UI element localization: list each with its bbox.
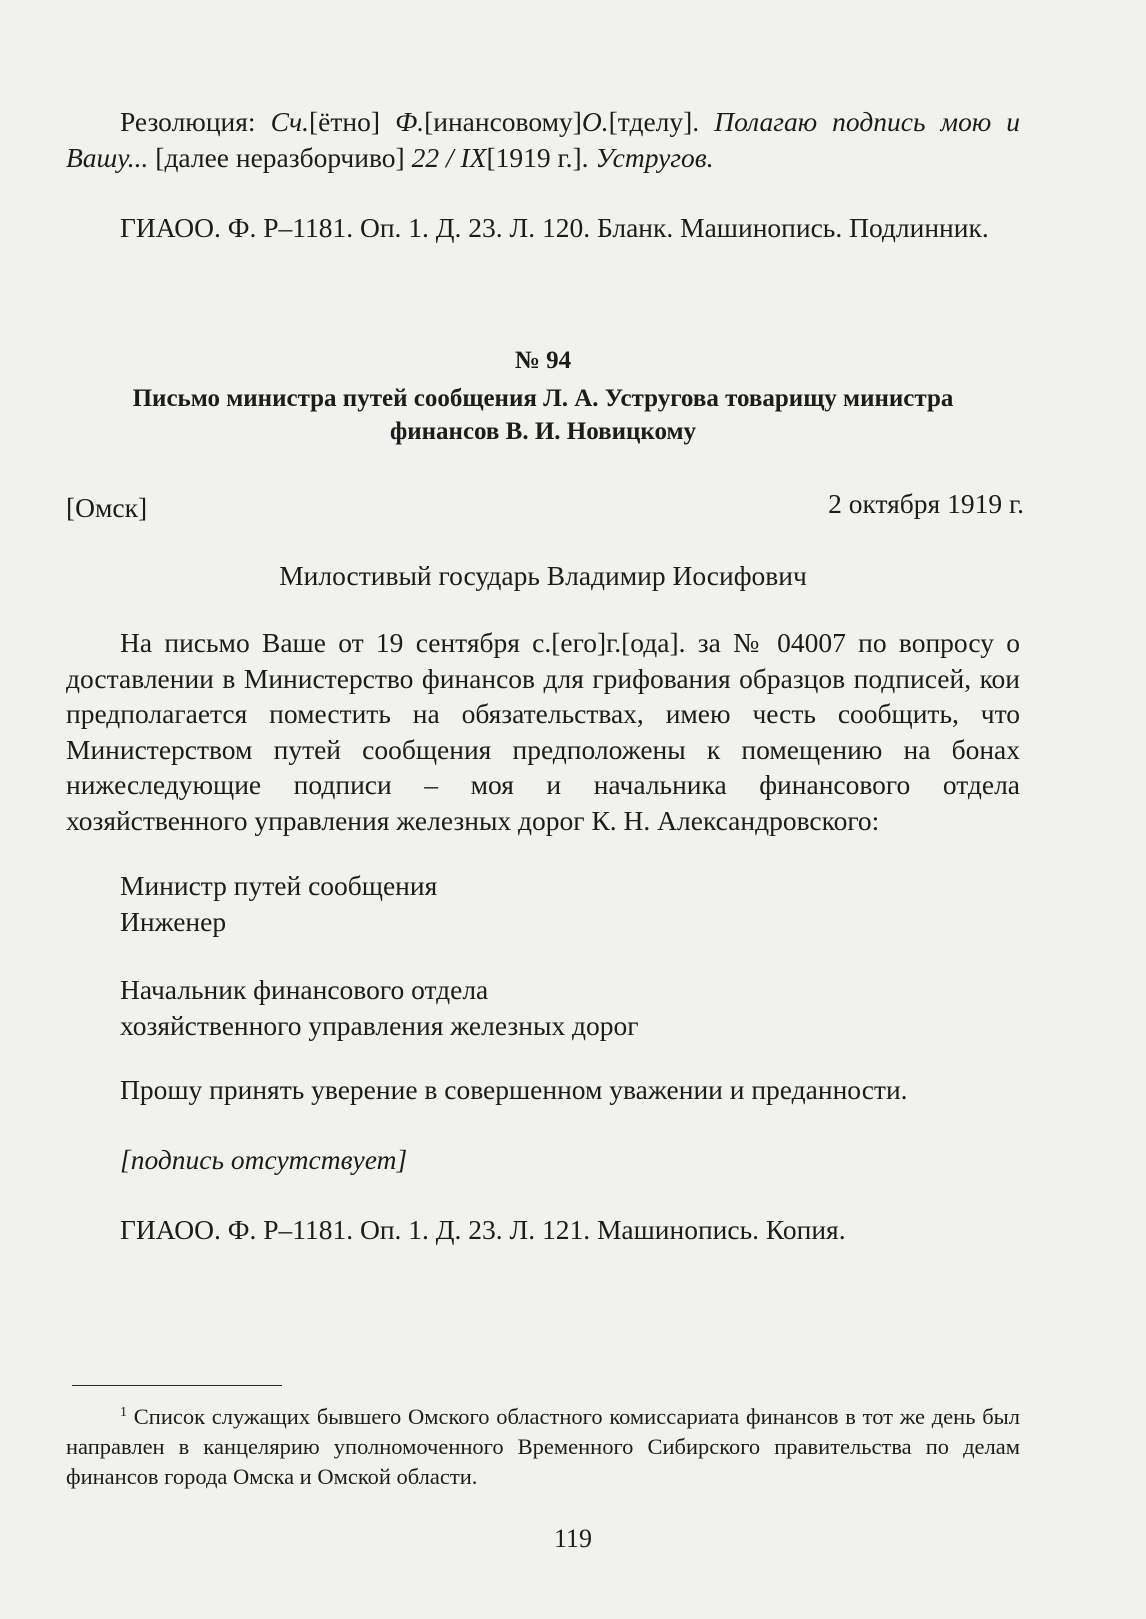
archive-reference-1: ГИАОО. Ф. Р–1181. Оп. 1. Д. 23. Л. 120. Бланк. Машинопись. Подлинник. xyxy=(120,212,989,243)
document-date: 2 октября 1919 г. xyxy=(828,488,1024,519)
footnote-divider xyxy=(72,1385,282,1386)
resolution-illegible: [далее неразборчиво] xyxy=(155,142,405,173)
document-title xyxy=(66,382,1020,448)
letter-closing: Прошу принять уверение в совершенном уважении и преданности. xyxy=(120,1074,908,1105)
resolution-expansion: [тделу]. xyxy=(608,106,700,137)
resolution-abbr: Ф. xyxy=(395,106,425,137)
resolution-label: Резолюция: xyxy=(120,106,256,137)
resolution-paragraph xyxy=(66,104,1020,176)
signature-line: Инженер xyxy=(120,906,227,937)
resolution-abbr: О. xyxy=(581,106,609,137)
footnote-marker: 1 xyxy=(120,1405,127,1420)
signature-absent-note: [подпись отсутствует] xyxy=(120,1144,408,1175)
resolution-date: 22 / IX xyxy=(411,142,487,173)
signature-line: хозяйственного управления железных дорог xyxy=(120,1010,639,1041)
footnote xyxy=(66,1398,1020,1492)
page-number: 119 xyxy=(553,1524,593,1553)
document-title-line: Письмо министра путей сообщения Л. А. Устругова товарищу министра xyxy=(132,385,954,412)
letter-body: На письмо Ваше от 19 сентября с.[его]г.[ода]. за № 04007 по вопросу о доставлении в Министерство финансов для грифования образцов подписей, кои предполагается поместить на обязательствах, имею честь сообщить, что Министерством путей сообщения предположены к помещению на бонах нижеследующие подписи – моя и начальника финансового отдела хозяйственного управления железных дорог К. Н. Александровского: xyxy=(66,627,1020,836)
letter-greeting: Милостивый государь Владимир Иосифович xyxy=(279,560,807,591)
resolution-abbr: Сч. xyxy=(270,106,309,137)
signature-block-department xyxy=(120,972,639,1044)
signature-line: Министр путей сообщения xyxy=(120,870,438,901)
resolution-expansion: [инансовому] xyxy=(424,106,582,137)
signature-line: Начальник финансового отдела xyxy=(120,974,489,1005)
footnote-text: Список служащих бывшего Омского областного комиссариата финансов в тот же день был направлен в канцелярию уполномоченного Временного Сибирского правительства по делам финансов города Омска и Омской области. xyxy=(66,1404,1021,1489)
document-place: [Омск] xyxy=(66,492,148,523)
document-title-line: финансов В. И. Новицкому xyxy=(389,418,697,445)
archive-reference-2: ГИАОО. Ф. Р–1181. Оп. 1. Д. 23. Л. 121. Машинопись. Копия. xyxy=(120,1214,846,1245)
signature-block-minister xyxy=(120,868,437,940)
resolution-note: Полагаю подпись мою и Вашу... xyxy=(66,106,1021,173)
resolution-signature: Устругов. xyxy=(595,142,714,173)
resolution-expansion: [ётно] xyxy=(308,106,380,137)
document-number: № 94 xyxy=(514,347,572,374)
resolution-year: [1919 г.]. xyxy=(486,142,589,173)
